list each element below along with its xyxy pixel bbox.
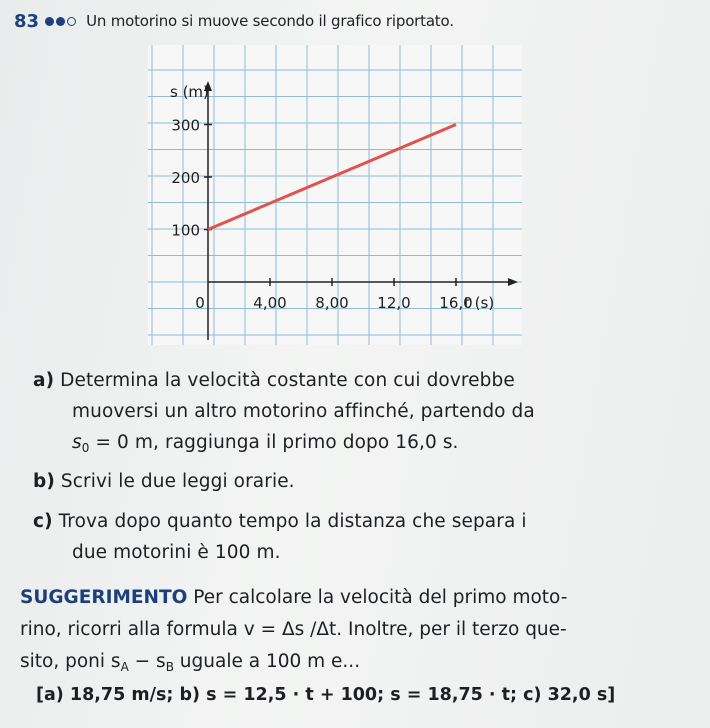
hint-line2: rino, ricorri alla formula v = Δs /Δt. Inoltre, per il terzo que-: [20, 619, 567, 640]
x-axis-label: t (s): [464, 294, 495, 312]
position-time-graph: [148, 45, 522, 345]
exercise-number: 83: [14, 10, 40, 32]
difficulty-dot-filled-icon: [56, 17, 65, 26]
y-tick-label: 300: [171, 116, 200, 135]
question-a-line3-rest: = 0 m, raggiunga il primo dopo 16,0 s.: [89, 432, 459, 453]
y-axis-label: s (m): [170, 83, 209, 101]
question-c-line2: due motorini è 100 m.: [72, 542, 281, 563]
question-b-letter: b): [33, 471, 55, 492]
y-tick-label: 200: [171, 169, 200, 187]
question-a-letter: a): [33, 370, 55, 391]
x-tick-label: 8,00: [315, 294, 349, 312]
hint-text1: Per calcolare la velocità del primo moto-: [187, 587, 568, 608]
chart-svg: [148, 45, 522, 345]
question-a-line1: Determina la velocità costante con cui dovrebbe: [60, 370, 515, 391]
hint-line1: [20, 583, 567, 613]
y-tick-label: 100: [171, 221, 200, 240]
exercise-header: [14, 6, 454, 36]
difficulty-dot-filled-icon: [45, 17, 54, 26]
hint-line3-mid: − s: [128, 651, 166, 672]
x-tick-label: 4,00: [253, 294, 287, 312]
question-a: [33, 366, 515, 395]
difficulty-dot-empty-icon: [67, 17, 76, 26]
question-a-line2: muoversi un altro motorino affinché, partendo da: [72, 401, 535, 422]
hint-answers: [a) 18,75 m/s; b) s = 12,5 · t + 100; s = 18,75 · t; c) 32,0 s]: [36, 685, 616, 705]
x-tick-label: 12,0: [377, 294, 411, 312]
hint-line3-pre: sito, poni s: [20, 651, 121, 672]
s0-symbol: s: [72, 432, 82, 453]
x-tick-label: 16,0: [439, 294, 473, 312]
hint-line3: [20, 647, 360, 682]
question-c-letter: c): [33, 511, 53, 532]
exercise-prompt: Un motorino si muove secondo il grafico riportato.: [86, 12, 454, 30]
question-c: [33, 507, 527, 536]
question-a-line3: [72, 428, 459, 463]
hint-sub-a: A: [120, 660, 129, 674]
x-axis-arrow-icon: [508, 278, 518, 286]
s0-subscript: 0: [81, 441, 90, 455]
question-b: [33, 467, 295, 496]
question-c-line1: Trova dopo quanto tempo la distanza che separa i: [58, 511, 527, 532]
hint-sub-b: B: [165, 660, 174, 674]
x-tick-label: 0: [195, 294, 205, 312]
question-b-text: Scrivi le due leggi orarie.: [60, 471, 295, 492]
hint-label: SUGGERIMENTO: [20, 587, 188, 608]
hint-line3-post: uguale a 100 m e...: [173, 651, 361, 672]
